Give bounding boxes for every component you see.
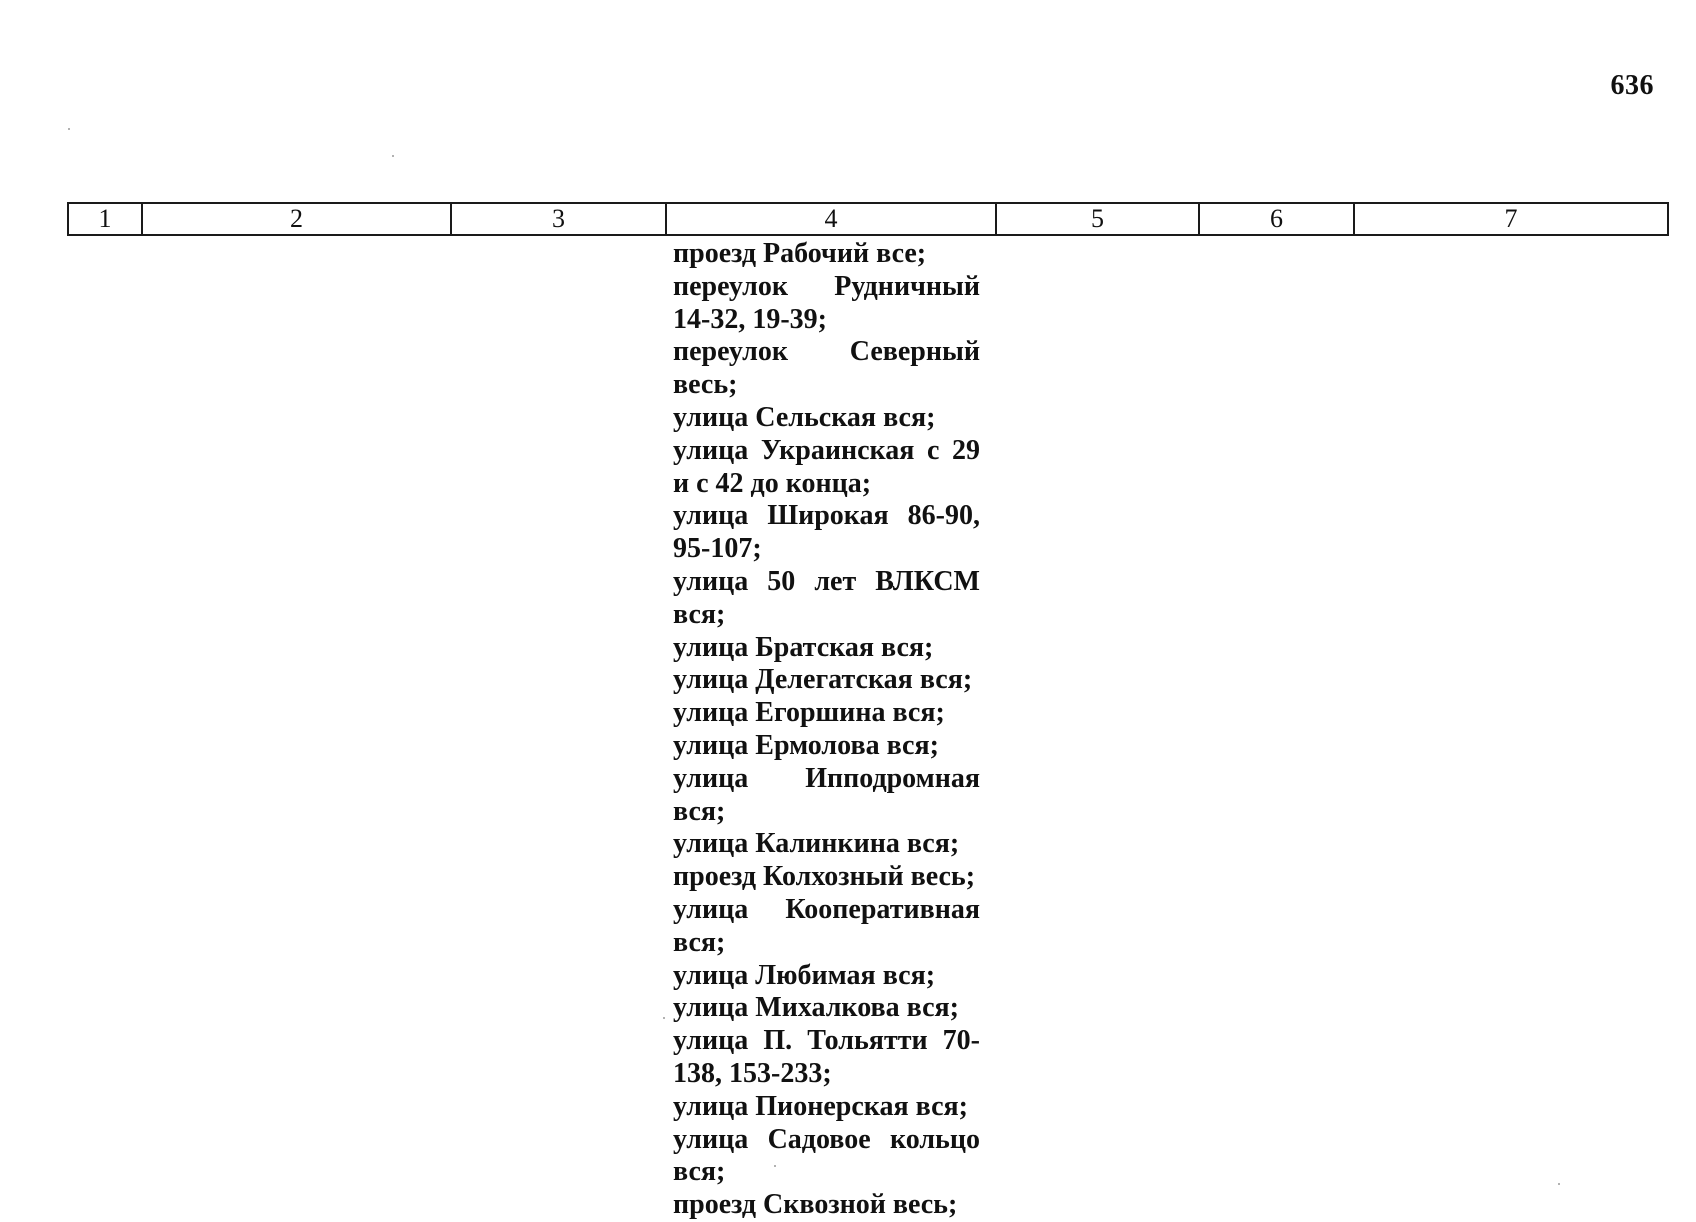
column-header-1: 1	[68, 203, 142, 235]
column-header-6: 6	[1199, 203, 1354, 235]
address-item: переулок Рудничный 14-32, 19-39;	[673, 270, 980, 335]
address-item: улица Сельская вся;	[673, 401, 936, 433]
column-header-4: 4	[666, 203, 996, 235]
address-item: улица Братская вся;	[673, 631, 934, 663]
column-header-7: 7	[1354, 203, 1668, 235]
column-header-table	[67, 202, 1669, 236]
scan-speck	[1558, 1183, 1560, 1185]
address-item: улица Пионерская вся;	[673, 1090, 968, 1122]
column-4-address-list	[673, 238, 980, 1222]
scan-speck	[68, 128, 70, 130]
address-item: улица Широкая 86-90, 95-107;	[673, 500, 980, 565]
address-item: улица Делегатская вся;	[673, 664, 973, 696]
address-item: переулок Северный весь;	[673, 336, 980, 401]
column-header-2: 2	[142, 203, 451, 235]
column-header-5: 5	[996, 203, 1199, 235]
address-item: проезд Колхозный весь;	[673, 861, 976, 893]
address-item: улица Егоршина вся;	[673, 697, 945, 729]
scan-speck	[774, 1165, 776, 1167]
address-item: улица Любимая вся;	[673, 959, 936, 991]
address-item: улица 50 лет ВЛКСМ вся;	[673, 565, 980, 630]
address-item: улица Садовое кольцо вся;	[673, 1123, 980, 1188]
column-header-row	[68, 203, 1668, 235]
address-item: улица Ипподромная вся;	[673, 762, 980, 827]
scan-speck	[392, 155, 394, 157]
column-header-3: 3	[451, 203, 666, 235]
address-item: проезд Рабочий все;	[673, 238, 927, 269]
address-item: улица Украинская с 29 и с 42 до конца;	[673, 434, 980, 499]
address-item: улица П. Тольятти 70-138, 153-233;	[673, 1025, 980, 1089]
address-item: улица Ермолова вся;	[673, 729, 939, 761]
address-item: улица Михалкова вся;	[673, 992, 959, 1024]
scan-speck	[663, 1017, 665, 1019]
page-number: 636	[1610, 70, 1654, 101]
address-item: проезд Сквозной весь;	[673, 1189, 958, 1221]
address-item: улица Кооперативная вся;	[673, 893, 980, 958]
address-item: улица Калинкина вся;	[673, 828, 960, 860]
